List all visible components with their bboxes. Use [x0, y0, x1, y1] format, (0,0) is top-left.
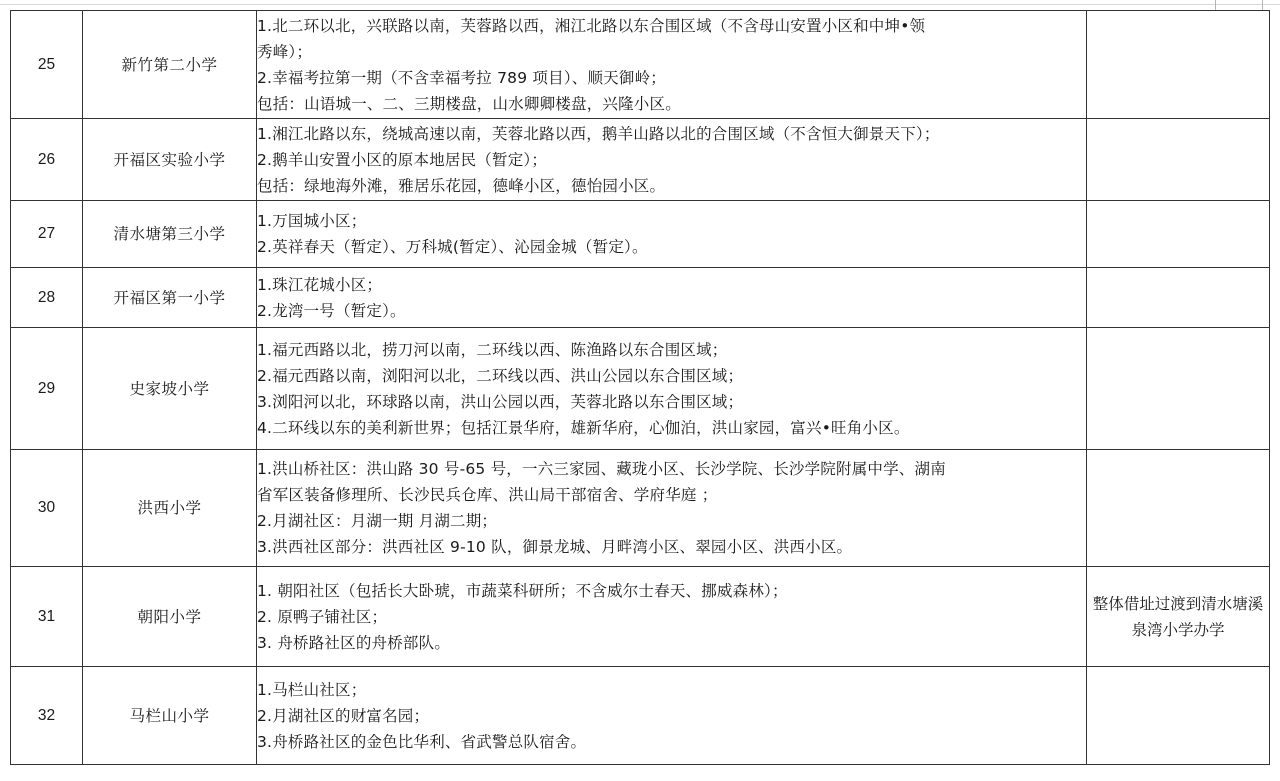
enrollment-area: 1.珠江花城小区； 2.龙湾一号（暂定）。	[257, 268, 1087, 328]
school-name: 史家坡小学	[83, 328, 257, 450]
row-number: 26	[11, 119, 83, 201]
table-row	[11, 201, 1270, 268]
row-number: 30	[11, 450, 83, 567]
school-name: 朝阳小学	[83, 567, 257, 667]
school-name: 新竹第二小学	[83, 11, 257, 119]
enrollment-area: 1. 朝阳社区（包括长大卧琥，市蔬菜科研所；不含威尔士春天、挪威森林）； 2. 原鸭子铺社区； 3. 舟桥路社区的舟桥部队。	[257, 567, 1087, 667]
school-name: 清水塘第三小学	[83, 201, 257, 268]
row-number: 31	[11, 567, 83, 667]
table-row	[11, 667, 1270, 765]
remark	[1087, 450, 1270, 567]
table-row	[11, 268, 1270, 328]
table-row	[11, 11, 1270, 119]
remark	[1087, 268, 1270, 328]
school-zoning-table	[10, 10, 1270, 765]
row-number: 29	[11, 328, 83, 450]
row-number: 25	[11, 11, 83, 119]
page-top-rule	[0, 4, 1280, 5]
table-row	[11, 119, 1270, 201]
row-number: 28	[11, 268, 83, 328]
school-name: 开福区第一小学	[83, 268, 257, 328]
remark	[1087, 11, 1270, 119]
remark	[1087, 328, 1270, 450]
table-row	[11, 328, 1270, 450]
school-name: 开福区实验小学	[83, 119, 257, 201]
page-corner-mark-right	[1262, 0, 1263, 10]
enrollment-area: 1.洪山桥社区：洪山路 30 号-65 号，一六三家园、藏珑小区、长沙学院、长沙学院附属中学、湖南 省军区装备修理所、长沙民兵仓库、洪山局干部宿舍、学府华庭 ； 2.月湖社区：月湖一期 月湖二期； 3.洪西社区部分：洪西社区 9-10 队，御景龙城、月畔湾小区、翠园小区、洪西小区。	[257, 450, 1087, 567]
enrollment-area: 1.湘江北路以东，绕城高速以南，芙蓉北路以西，鹅羊山路以北的合围区域（不含恒大御景天下）； 2.鹅羊山安置小区的原本地居民（暂定）； 包括：绿地海外滩，雅居乐花园，德峰小区，德怡园小区。	[257, 119, 1087, 201]
enrollment-area: 1.万国城小区； 2.英祥春天（暂定）、万科城(暂定）、沁园金城（暂定）。	[257, 201, 1087, 268]
remark	[1087, 201, 1270, 268]
enrollment-area: 1.福元西路以北，捞刀河以南，二环线以西、陈渔路以东合围区域； 2.福元西路以南，浏阳河以北，二环线以西、洪山公园以东合围区域； 3.浏阳河以北，环球路以南，洪山公园以西，芙蓉北路以东合围区域； 4.二环线以东的美利新世界；包括江景华府，雄新华府，心伽泊，洪山家园，富兴•旺角小区。	[257, 328, 1087, 450]
page-corner-mark-left	[1215, 0, 1216, 10]
remark	[1087, 119, 1270, 201]
row-number: 32	[11, 667, 83, 765]
enrollment-area: 1.马栏山社区； 2.月湖社区的财富名园； 3.舟桥路社区的金色比华利、省武警总队宿舍。	[257, 667, 1087, 765]
enrollment-area: 1.北二环以北，兴联路以南，芙蓉路以西，湘江北路以东合围区域（不含母山安置小区和中坤•领 秀峰）； 2.幸福考拉第一期（不含幸福考拉 789 项目）、顺天御岭； 包括：山语城一、二、三期楼盘，山水卿卿楼盘，兴隆小区。	[257, 11, 1087, 119]
table-row	[11, 450, 1270, 567]
table-row	[11, 567, 1270, 667]
remark	[1087, 667, 1270, 765]
row-number: 27	[11, 201, 83, 268]
school-name: 马栏山小学	[83, 667, 257, 765]
remark: 整体借址过渡到清水塘溪泉湾小学办学	[1087, 567, 1270, 667]
school-name: 洪西小学	[83, 450, 257, 567]
